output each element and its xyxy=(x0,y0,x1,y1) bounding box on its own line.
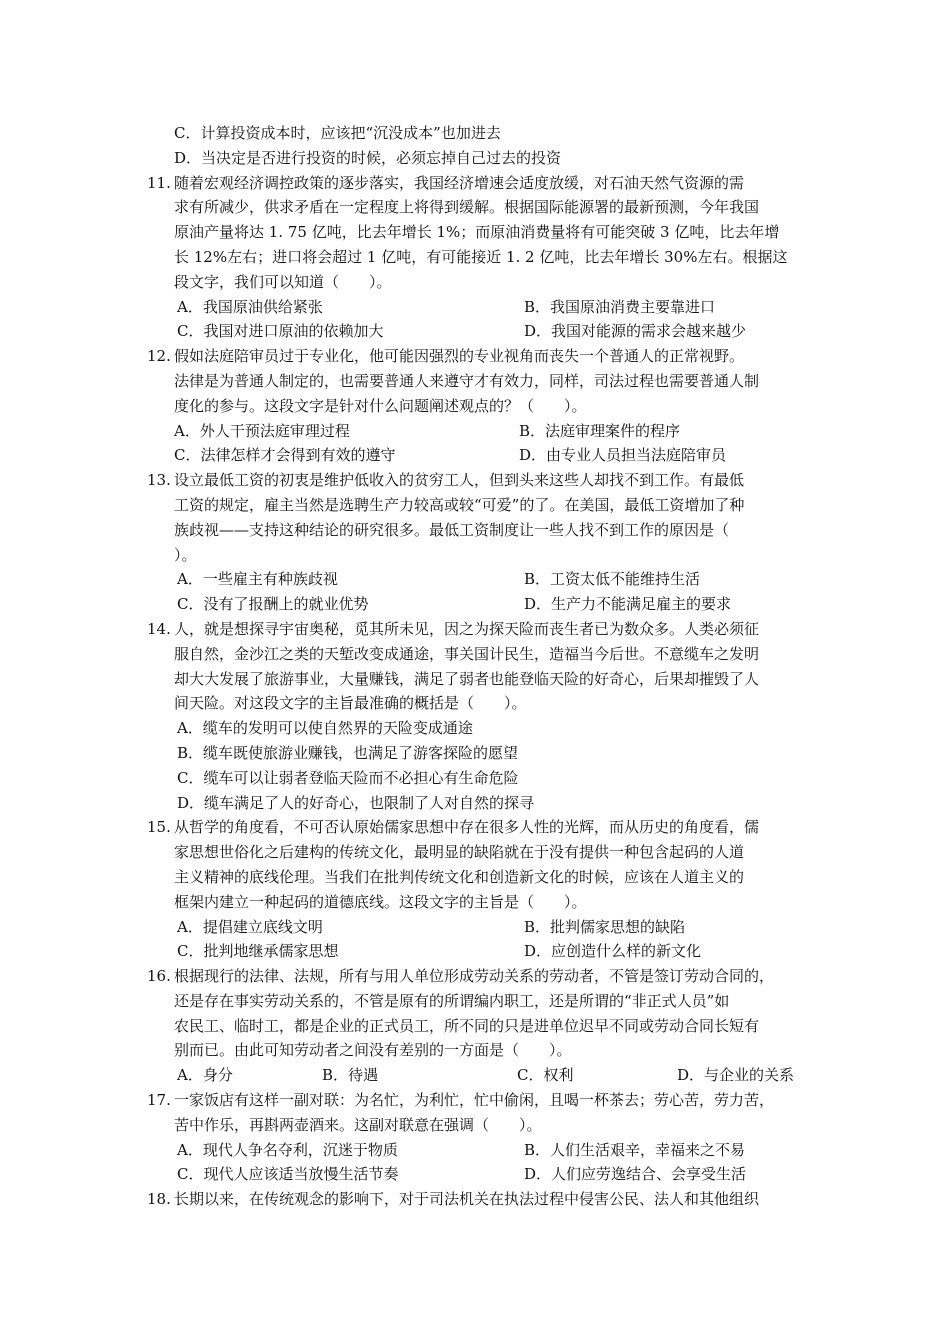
question-text: 族歧视——支持这种结论的研究很多。最低工资制度让一些人找不到工作的原因是（ xyxy=(174,520,730,539)
question-text: 段文字，我们可以知道（ ）。 xyxy=(174,272,392,291)
question-text: 工资的规定，雇主当然是选聘生产力较高或较“可爱”的了。在美国，最低工资增加了种 xyxy=(174,495,745,514)
question-number: 16. xyxy=(147,967,171,986)
question-number: 11. xyxy=(147,173,171,192)
question-16 xyxy=(147,964,817,1088)
question-text: 从哲学的角度看，不可否认原始儒家思想中存在很多人性的光辉，而从历史的角度看，儒 xyxy=(174,818,760,837)
option-b: B．人们生活艰辛，幸福来之不易 xyxy=(524,1140,746,1159)
question-number: 18. xyxy=(147,1190,171,1209)
question-18 xyxy=(147,1187,817,1212)
question-text: 一家饭店有这样一副对联：为名忙，为利忙，忙中偷闲，且喝一杯茶去；劳心苦，劳力苦， xyxy=(174,1091,775,1110)
option-c: C．没有了报酬上的就业优势 xyxy=(177,595,369,614)
question-number: 14. xyxy=(147,619,171,638)
option-d: D．生产力不能满足雇主的要求 xyxy=(524,595,732,614)
option-a: A．外人干预法庭审理过程 xyxy=(174,421,350,440)
question-12 xyxy=(147,344,817,468)
question-number: 15. xyxy=(147,818,171,837)
option-b: B．法庭审理案件的程序 xyxy=(519,421,681,440)
option-b: B．工资太低不能维持生活 xyxy=(524,570,701,589)
question-text: 农民工、临时工，都是企业的正式员工，所不同的只是进单位迟早不同或劳动合同长短有 xyxy=(174,1016,760,1035)
question-17 xyxy=(147,1088,817,1187)
option-a: A．我国原油供给紧张 xyxy=(177,297,323,316)
option-c: C．法律怎样才会得到有效的遵守 xyxy=(174,446,396,465)
question-text: 长 12%左右；进口将会超过 1 亿吨，有可能接近 1. 2 亿吨，比去年增长 30%左右。根据这 xyxy=(174,247,788,266)
question-text: 度化的参与。这段文字是针对什么问题阐述观点的？（ ）。 xyxy=(174,396,587,415)
question-text: 框架内建立一种起码的道德底线。这段文字的主旨是（ ）。 xyxy=(174,892,587,911)
question-text: 苦中作乐，再斟两壶酒来。这副对联意在强调（ ）。 xyxy=(174,1115,542,1134)
option-a: A．身分 xyxy=(177,1066,233,1085)
option-c: C．批判地继承儒家思想 xyxy=(177,942,339,961)
option-d: D．应创造什么样的新文化 xyxy=(524,942,702,961)
option-b: B．待遇 xyxy=(322,1066,379,1085)
question-number: 13. xyxy=(147,471,171,490)
option-a: A．一些雇主有种族歧视 xyxy=(177,570,338,589)
question-text: 随着宏观经济调控政策的逐步落实，我国经济增速会适度放缓，对石油天然气资源的需 xyxy=(174,173,745,192)
option-a: A．缆车的发明可以使自然界的天险变成通途 xyxy=(177,719,473,738)
option-a: A．现代人争名夺利，沉迷于物质 xyxy=(177,1140,398,1159)
question-number: 12. xyxy=(147,347,171,366)
option-c: C．现代人应该适当放慢生活节奏 xyxy=(177,1165,399,1184)
question-15 xyxy=(147,815,817,964)
option-c: C．缆车可以让弱者登临天险而不必担心有生命危险 xyxy=(177,768,519,787)
option-d: D．与企业的关系 xyxy=(677,1066,795,1085)
question-number: 17. xyxy=(147,1091,171,1110)
question-text: 根据现行的法律、法规，所有与用人单位形成劳动关系的劳动者，不管是签订劳动合同的， xyxy=(174,967,775,986)
option-b: B．缆车既使旅游业赚钱，也满足了游客探险的愿望 xyxy=(177,743,519,762)
question-text: 家思想世俗化之后建构的传统文化，最明显的缺陷就在于没有提供一种包含起码的人道 xyxy=(174,843,745,862)
option-d: D．我国对能源的需求会越来越少 xyxy=(524,322,747,341)
option-c: C．权利 xyxy=(517,1066,574,1085)
option-b: B．批判儒家思想的缺陷 xyxy=(524,917,686,936)
q10-option-c: C．计算投资成本时，应该把“沉没成本”也加进去 xyxy=(174,124,501,142)
option-b: B．我国原油消费主要靠进口 xyxy=(524,297,716,316)
option-d: D．由专业人员担当法庭陪审员 xyxy=(519,446,727,465)
question-text: 设立最低工资的初衷是维护低收入的贫穷工人，但到头来这些人却找不到工作。有最低 xyxy=(174,471,745,490)
question-text: 还是存在事实劳动关系的，不管是原有的所谓编内职工，还是所谓的“非正式人员”如 xyxy=(174,991,730,1010)
question-text: 求有所减少，供求矛盾在一定程度上将得到缓解。根据国际能源署的最新预测，今年我国 xyxy=(174,198,760,217)
question-text: 服自然，金沙江之类的天堑改变成通途，事关国计民生，造福当今后世。不意缆车之发明 xyxy=(174,644,760,663)
question-text: 却大大发展了旅游事业，大量赚钱，满足了弱者也能登临天险的好奇心，后果却摧毁了人 xyxy=(174,669,760,688)
question-text: 长期以来，在传统观念的影响下，对于司法机关在执法过程中侵害公民、法人和其他组织 xyxy=(174,1190,760,1209)
option-c: C．我国对进口原油的依赖加大 xyxy=(177,322,384,341)
question-text: 假如法庭陪审员过于专业化，他可能因强烈的专业视角而丧失一个普通人的正常视野。 xyxy=(174,347,745,366)
option-d: D．缆车满足了人的好奇心，也限制了人对自然的探寻 xyxy=(177,793,535,812)
question-text: ）。 xyxy=(174,545,197,564)
question-text: 别而已。由此可知劳动者之间没有差别的一方面是（ ）。 xyxy=(174,1041,572,1060)
question-text: 人，就是想探寻宇宙奥秘，觅其所未见，因之为探天险而丧生者已为数众多。人类必须征 xyxy=(174,619,760,638)
question-11 xyxy=(147,171,817,345)
question-text: 间天险。对这段文字的主旨最准确的概括是（ ）。 xyxy=(174,694,527,713)
q10-option-d: D．当决定是否进行投资的时候，必须忘掉自己过去的投资 xyxy=(174,148,562,167)
question-text: 原油产量将达 1. 75 亿吨，比去年增长 1%；而原油消费量将有可能突破 3 亿吨，比去年增 xyxy=(174,223,780,242)
question-13 xyxy=(147,468,817,617)
option-d: D．人们应劳逸结合、会享受生活 xyxy=(524,1165,747,1184)
option-a: A．提倡建立底线文明 xyxy=(177,917,323,936)
question-text: 主义精神的底线伦理。当我们在批判传统文化和创造新文化的时候，应该在人道主义的 xyxy=(174,867,745,886)
question-text: 法律是为普通人制定的，也需要普通人来遵守才有效力，同样，司法过程也需要普通人制 xyxy=(174,371,760,390)
question-14 xyxy=(147,617,817,815)
document-body xyxy=(147,121,817,1212)
